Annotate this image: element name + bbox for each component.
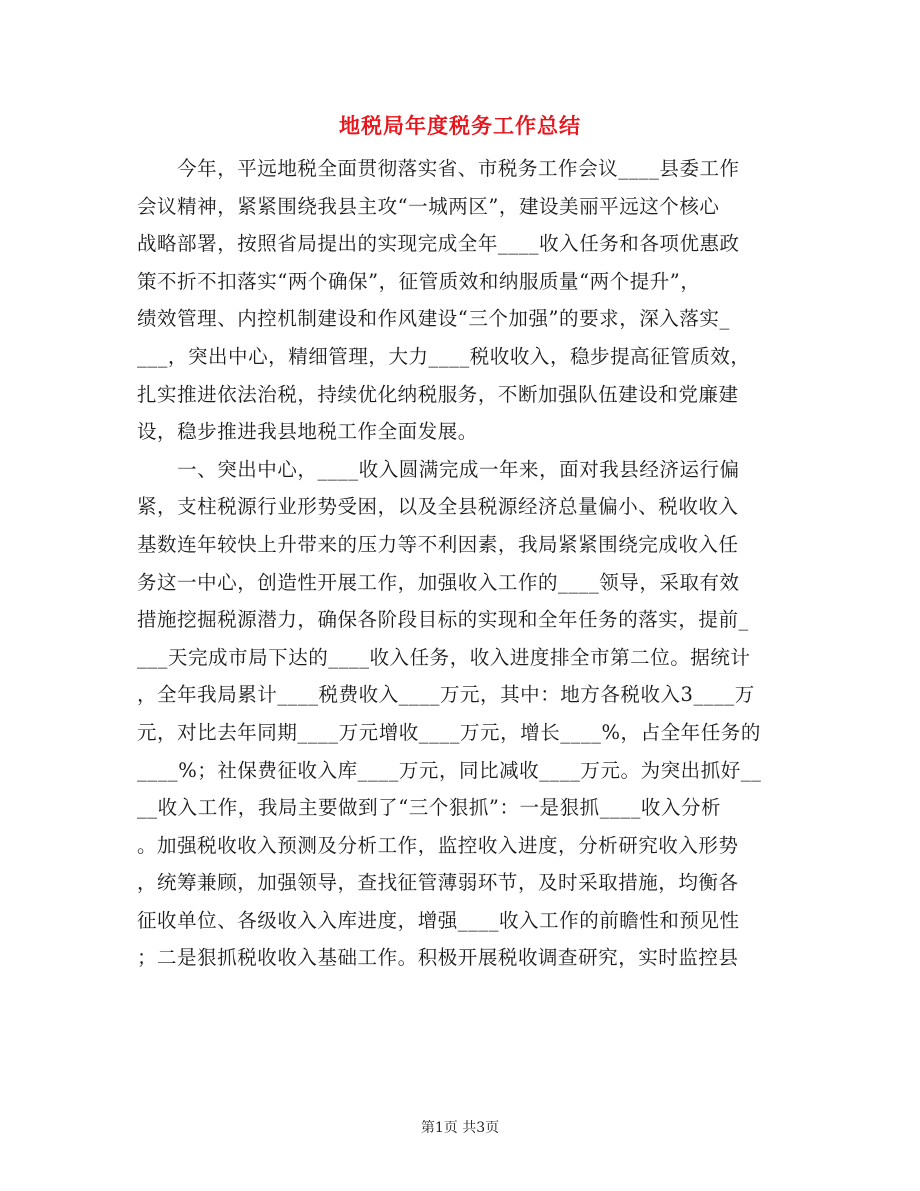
text-line: ___天完成市局下达的____收入任务，收入进度排全市第二位。据统计	[137, 645, 751, 669]
document-body	[137, 150, 787, 977]
text-line: ____%；社保费征收入库____万元，同比减收____万元。为突出抓好__	[137, 758, 762, 782]
text-line: 。加强税收收入预测及分析工作，监控收入进度，分析研究收入形势	[137, 833, 739, 857]
text-line: 会议精神，紧紧围绕我县主攻“一城两区”，建设美丽平远这个核心	[137, 194, 720, 218]
text-line: ___，突出中心，精细管理，大力____税收收入，稳步提高征管质效，	[137, 344, 751, 368]
text-line: 紧，支柱税源行业形势受困，以及全县税源经济总量偏小、税收收入	[137, 495, 739, 519]
text-line: 基数连年较快上升带来的压力等不利因素，我局紧紧围绕完成收入任	[137, 532, 739, 556]
text-line: 扎实推进依法治税，持续优化纳税服务，不断加强队伍建设和党廉建	[137, 382, 739, 406]
text-line: 一、突出中心，____收入圆满完成一年来，面对我县经济运行偏	[137, 457, 740, 481]
text-line: 征收单位、各级收入入库进度，增强____收入工作的前瞻性和预见性	[137, 908, 740, 932]
text-line: 措施挖掘税源潜力，确保各阶段目标的实现和全年任务的落实，提前_	[137, 608, 749, 632]
text-line: 策不折不扣落实“两个确保”，征管质效和纳服质量“两个提升”，	[137, 269, 701, 293]
text-line: 绩效管理、内控机制建设和作风建设“三个加强”的要求，深入落实_	[137, 307, 730, 331]
text-line: ，全年我局累计____税费收入____万元，其中：地方各税收入3____万	[137, 683, 755, 707]
page-number: 第1页 共3页	[420, 1120, 500, 1136]
text-line: 今年，平远地税全面贯彻落实省、市税务工作会议____县委工作	[137, 157, 740, 180]
text-line: ；二是狠抓税收收入基础工作。积极开展税收调查研究，实时监控县	[137, 946, 739, 970]
text-line: __收入工作，我局主要做到了“三个狠抓”：一是狠抓____收入分析	[137, 796, 722, 820]
text-line: ，统筹兼顾，加强领导，查找征管薄弱环节，及时采取措施，均衡各	[137, 871, 739, 895]
document-title: 地税局年度税务工作总结	[339, 113, 581, 138]
text-line: 设，稳步推进我县地税工作全面发展。	[137, 420, 478, 444]
text-line: 元，对比去年同期____万元增收____万元，增长____%，占全年任务的	[137, 720, 761, 744]
text-line: 务这一中心，创造性开展工作，加强收入工作的____领导，采取有效	[137, 570, 740, 594]
text-line: 战略部署，按照省局提出的实现完成全年____收入任务和各项优惠政	[137, 232, 740, 256]
